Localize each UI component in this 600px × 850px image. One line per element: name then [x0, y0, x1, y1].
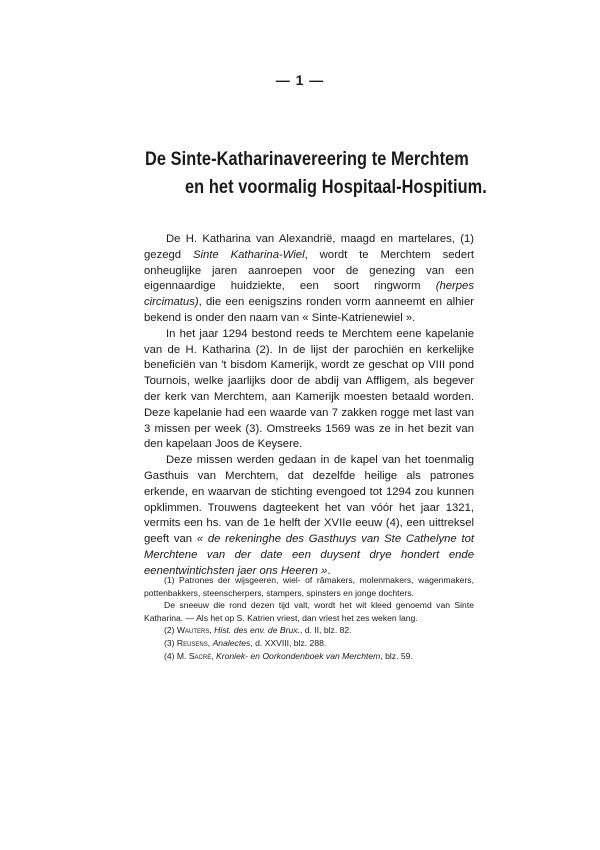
body-text [144, 232, 474, 580]
title-line-1: De Sinte-Katharinavereering te Merchtem [145, 149, 469, 170]
footnote-4: (4) M. Sacré, Kroniek- en Oorkondenboek van Merchtem, blz. 59. [164, 650, 413, 661]
footnote-3: (3) Reusens, Analectes, d. XXVIII, blz. 288. [164, 637, 327, 648]
italic-quote: « de rekeninghe des Gasthuys van Ste Cathelyne tot Merchtene van der date een duysent drye hondert ende eenentwintichsten jaer ons Heeren » [144, 533, 475, 577]
footnote-2: (2) Wauters, Hist. des env. de Brux., d. II, blz. 82. [164, 625, 352, 636]
page-number: — 1 — [275, 72, 325, 88]
footnotes [144, 574, 474, 662]
title-line-2: en het voormalig Hospitaal-Hospitium. [185, 177, 487, 198]
paragraph-3: Deze missen werden gedaan in de kapel van het toenmalig Gasthuis van Merchtem, dat dezelfde heilige als patrones erkende, en waarvan de stichting evengoed tot 1294 zou kunnen opklimmen. Trouwens dagteekent het van vóór het jaar 1321, vermits een hs. van de 1e helft der XVIIe eeuw (4), een uittreksel geeft van « de rekeninghe des Gasthuys van Ste Cathelyne tot Merchtene van der date een duysent drye hondert ende eenentwintichsten jaer ons Heeren ». [144, 454, 475, 577]
footnote-1-continued: De sneeuw die rond dezen tijd valt, wordt het wit kleed genoemd van Sinte Katharina. — Als het op S. Katrien vriest, dan vriest het zes weken lang. [144, 600, 474, 623]
paragraph-1: De H. Katharina van Alexandrië, maagd en martelares, (1) gezegd Sinte Katharina-Wiel, wordt te Merchtem sedert onheuglijke jaren aanroepen voor de genezing van een eigennaardige huidziekte, een soort ringworm (herpes circimatus), die een eenigszins ronden vorm aanneemt en alhier bekend is onder den naam van « Sinte-Katrienewiel ». [144, 233, 475, 324]
paragraph-2: In het jaar 1294 bestond reeds te Merchtem eene kapelanie van de H. Katharina (2). In de lijst der parochiën en kerkelijke beneficiën van 't bisdom Kamerijk, wordt ze geschat op VIII pond Tournois, welke jaarlijks door de abdij van Affligem, als begever der kerk van Merchtem, aan Kamerijk moesten betaald worden. Deze kapelanie had een waarde van 7 zakken rogge met last van 3 missen per week (3). Omstreeks 1569 was ze in het bezit van den kapelaan Joos de Keysere. [144, 327, 474, 451]
footnote-1: (1) Patrones der wijsgeeren, wiel- of râmakers, molenmakers, wagenmakers, pottenbakkers, steenscherpers, stampers, spinsters en jonge dochters. [144, 575, 474, 598]
italic-term: (herpes circimatus) [144, 280, 474, 309]
italic-term: Sinte Katharina-Wiel [192, 248, 305, 261]
